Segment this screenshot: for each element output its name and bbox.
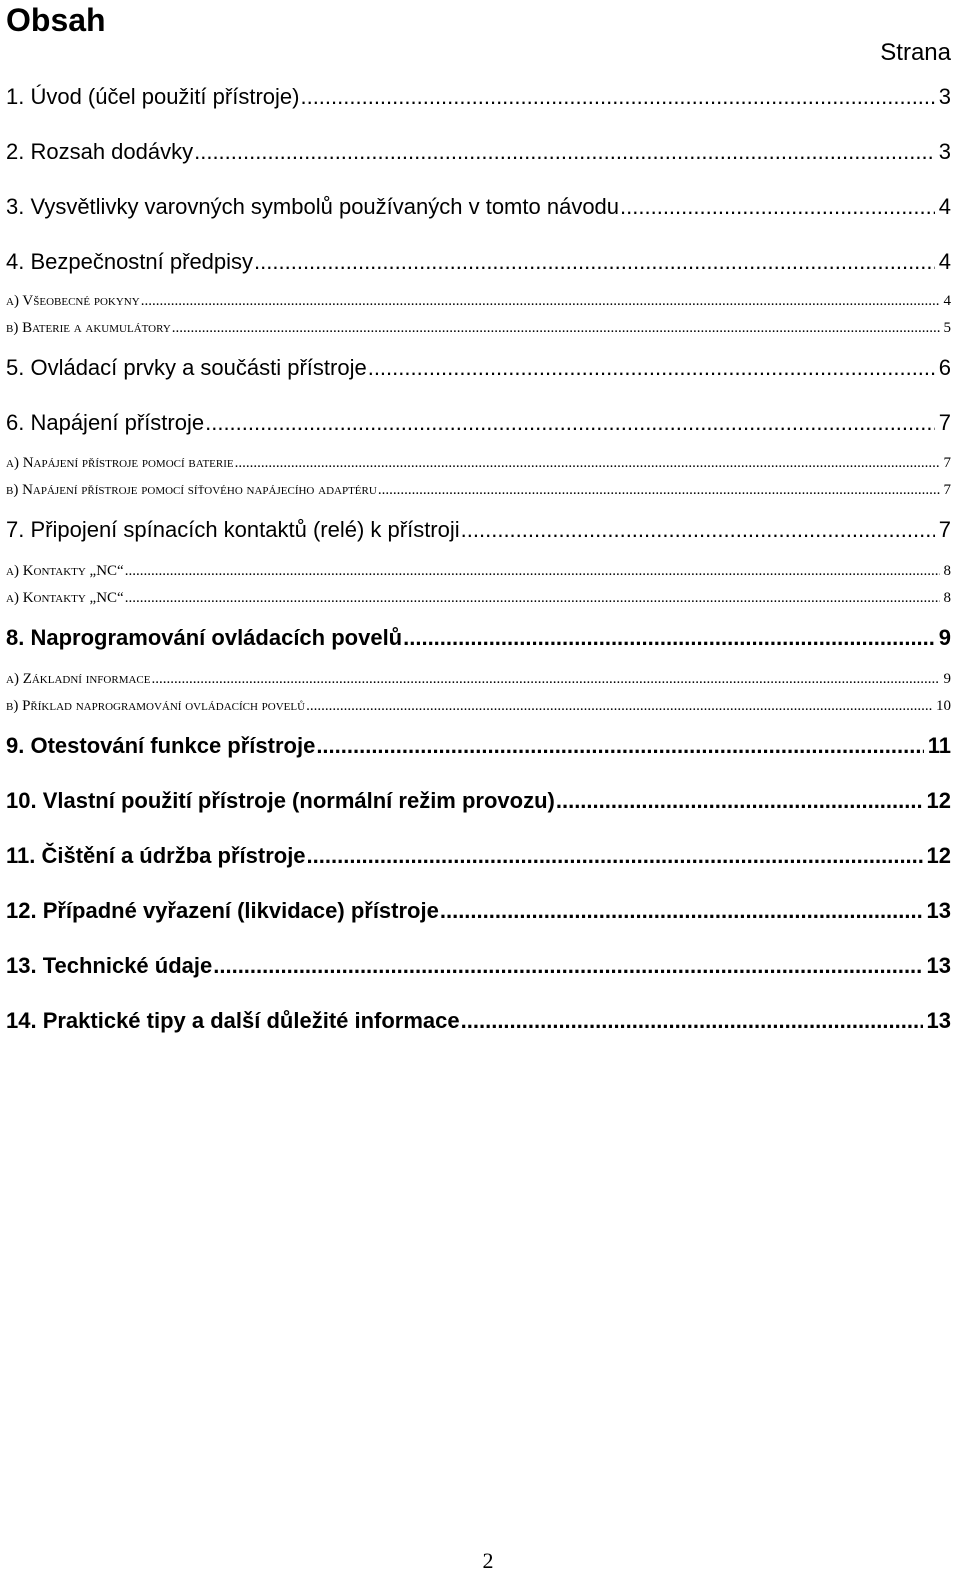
page-column-label: Strana xyxy=(880,39,951,66)
toc-entry[interactable] xyxy=(6,1007,951,1035)
toc-subentry-title: b) Příklad naprogramování ovládacích povelů xyxy=(6,698,306,714)
toc-subentry-page: 10 xyxy=(936,698,951,714)
toc-subentry[interactable] xyxy=(6,561,951,581)
toc-subentry[interactable] xyxy=(6,318,951,338)
toc-entry[interactable] xyxy=(6,897,951,925)
toc-entry-title: 12. Případné vyřazení (likvidace) přístroje xyxy=(6,898,439,923)
toc-entry-title: 11. Čištění a údržba přístroje xyxy=(6,843,306,868)
toc-subentry-title: b) Napájení přístroje pomocí síťového napájecího adaptéru xyxy=(6,482,377,498)
toc-entry-page: 3 xyxy=(938,139,951,164)
toc-entry-page: 13 xyxy=(926,898,951,923)
toc-entry-page: 13 xyxy=(926,953,951,978)
dot-leader xyxy=(254,248,935,276)
toc-entry-page: 12 xyxy=(926,843,951,868)
toc-entry-title: 2. Rozsah dodávky xyxy=(6,139,194,164)
toc-entry-title: 3. Vysvětlivky varovných symbolů používaných v tomto návodu xyxy=(6,194,620,219)
toc-subentry-title: a) Kontakty „NC“ xyxy=(6,590,124,606)
toc-entry-title: 10. Vlastní použití přístroje (normální režim provozu) xyxy=(6,788,555,813)
dot-leader xyxy=(403,624,935,652)
toc-subentry-page: 9 xyxy=(943,671,951,687)
toc-entry[interactable] xyxy=(6,842,951,870)
toc-subentry-title: a) Kontakty „NC“ xyxy=(6,563,124,579)
toc-entry-page: 4 xyxy=(938,249,951,274)
toc-subentry[interactable] xyxy=(6,588,951,608)
toc-entry-page: 9 xyxy=(938,625,951,650)
toc-entry[interactable] xyxy=(6,624,951,652)
dot-leader xyxy=(306,696,932,716)
toc-entry-page: 6 xyxy=(938,355,951,380)
toc-entry-page: 7 xyxy=(938,517,951,542)
toc-entry-title: 5. Ovládací prvky a součásti přístroje xyxy=(6,355,367,380)
dot-leader xyxy=(461,516,935,544)
dot-leader xyxy=(205,409,935,437)
toc-entry-page: 4 xyxy=(938,194,951,219)
toc-subentry-page: 4 xyxy=(943,293,951,309)
toc-entry-page: 11 xyxy=(927,733,951,758)
dot-leader xyxy=(125,561,940,581)
toc-subentry-page: 5 xyxy=(943,320,951,336)
toc-entry-title: 4. Bezpečnostní předpisy xyxy=(6,249,254,274)
toc-subentry-title: a) Všeobecné pokyny xyxy=(6,293,140,309)
toc-subentry[interactable] xyxy=(6,453,951,473)
dot-leader xyxy=(235,453,940,473)
toc-subentry-title: a) Základní informace xyxy=(6,671,151,687)
toc-entry-page: 13 xyxy=(926,1008,951,1033)
dot-leader xyxy=(307,842,923,870)
dot-leader xyxy=(172,318,940,338)
toc-subentry-title: b) Baterie a akumulátory xyxy=(6,320,171,336)
dot-leader xyxy=(368,354,935,382)
toc-entry[interactable] xyxy=(6,516,951,544)
footer-page-number: 2 xyxy=(482,1548,494,1573)
toc-entry[interactable] xyxy=(6,409,951,437)
page-title: Obsah xyxy=(6,2,106,38)
toc-subentry[interactable] xyxy=(6,669,951,689)
dot-leader xyxy=(461,1007,923,1035)
toc-entry-page: 12 xyxy=(926,788,951,813)
dot-leader xyxy=(213,952,922,980)
toc-entry-title: 13. Technické údaje xyxy=(6,953,213,978)
dot-leader xyxy=(620,193,935,221)
toc-entry[interactable] xyxy=(6,787,951,815)
dot-leader xyxy=(440,897,923,925)
toc-subentry-title: a) Napájení přístroje pomocí baterie xyxy=(6,455,234,471)
toc-entry-title: 8. Naprogramování ovládacích povelů xyxy=(6,625,403,650)
toc-subentry-page: 8 xyxy=(943,590,951,606)
dot-leader xyxy=(316,732,923,760)
toc-subentry[interactable] xyxy=(6,291,951,311)
dot-leader xyxy=(141,291,940,311)
dot-leader xyxy=(556,787,923,815)
toc-entry-page: 3 xyxy=(938,84,951,109)
toc-subentry-page: 7 xyxy=(943,482,951,498)
toc-subentry[interactable] xyxy=(6,696,951,716)
toc-entry-title: 1. Úvod (účel použití přístroje) xyxy=(6,84,300,109)
toc-entry[interactable] xyxy=(6,83,951,111)
toc-subentry-page: 8 xyxy=(943,563,951,579)
toc-entry[interactable] xyxy=(6,248,951,276)
toc-entry-title: 9. Otestování funkce přístroje xyxy=(6,733,316,758)
toc-entry[interactable] xyxy=(6,193,951,221)
toc-entry-title: 14. Praktické tipy a další důležité informace xyxy=(6,1008,460,1033)
dot-leader xyxy=(125,588,940,608)
toc-entry-title: 7. Připojení spínacích kontaktů (relé) k přístroji xyxy=(6,517,460,542)
toc-entry-title: 6. Napájení přístroje xyxy=(6,410,205,435)
toc-entry[interactable] xyxy=(6,732,951,760)
dot-leader xyxy=(194,138,935,166)
dot-leader xyxy=(378,480,940,500)
toc-entry[interactable] xyxy=(6,354,951,382)
toc-entry-page: 7 xyxy=(938,410,951,435)
toc-subentry-page: 7 xyxy=(943,455,951,471)
toc-entry[interactable] xyxy=(6,952,951,980)
dot-leader xyxy=(300,83,934,111)
toc-subentry[interactable] xyxy=(6,480,951,500)
toc-entry[interactable] xyxy=(6,138,951,166)
dot-leader xyxy=(152,669,940,689)
